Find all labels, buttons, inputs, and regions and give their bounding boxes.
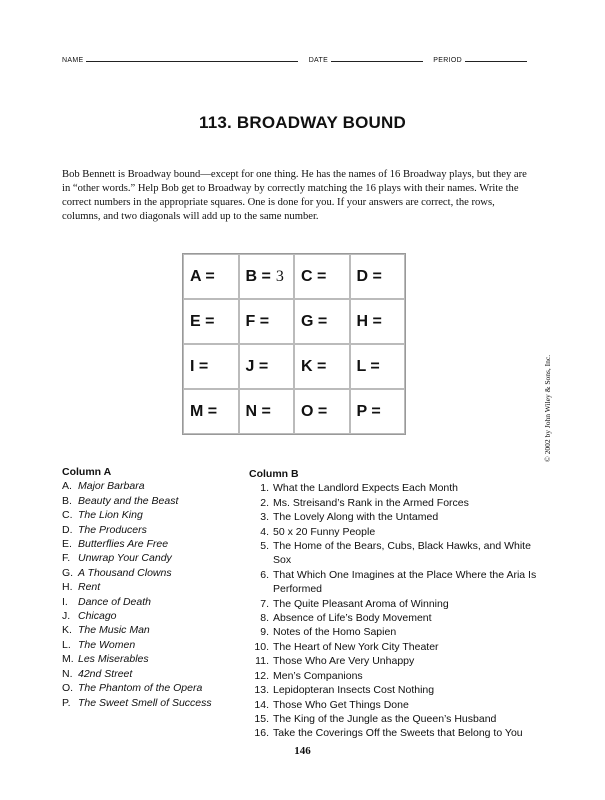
column-b-item — [249, 539, 539, 568]
grid-cell-label: B = — [245, 267, 271, 285]
item-number: 2. — [260, 496, 269, 509]
copyright-notice: © 2002 by John Wiley & Sons, Inc. — [543, 354, 552, 462]
grid-cell-label: N = — [245, 402, 271, 420]
clue-text: The Lovely Along with the Untamed — [273, 511, 439, 524]
column-a-heading: Column A — [62, 466, 112, 478]
column-a-item — [62, 595, 242, 609]
date-label: DATE — [308, 57, 329, 64]
item-number: 12. — [254, 669, 269, 682]
column-a-item — [62, 537, 242, 551]
item-letter: D. — [62, 523, 73, 536]
grid-cell[interactable] — [239, 389, 295, 434]
column-a-item — [62, 667, 242, 681]
play-title: The Phantom of the Opera — [78, 682, 203, 695]
grid-cell-label: C = — [301, 267, 327, 285]
column-b-item — [249, 510, 539, 524]
column-b-item — [249, 597, 539, 611]
instructions-paragraph: Bob Bennett is Broadway bound—except for one thing. He has the names of 16 Broadway plays, but they are in “other words.” Help Bob get to Broadway by correctly matching the 16 plays with their names. Write the correct numbers in the appropriate squares. One is done for you. If your answers are correct, the rows, columns, and two diagonals will add up to the same number. — [62, 169, 527, 222]
item-letter: P. — [62, 696, 71, 709]
page-number: 146 — [294, 745, 311, 757]
item-number: 15. — [254, 712, 269, 725]
item-number: 4. — [260, 525, 269, 538]
column-a-item — [62, 580, 242, 594]
item-number: 5. — [260, 540, 269, 553]
grid-cell[interactable] — [350, 254, 406, 299]
column-b-item — [249, 481, 539, 495]
column-a-item — [62, 494, 242, 508]
column-b-item — [249, 625, 539, 639]
grid-cell[interactable] — [239, 344, 295, 389]
clue-text: The Heart of New York City Theater — [273, 640, 439, 653]
grid-cell[interactable] — [183, 254, 239, 299]
grid-cell[interactable] — [294, 344, 350, 389]
column-b-item — [249, 496, 539, 510]
play-title: The Producers — [78, 523, 147, 536]
play-title: The Music Man — [78, 624, 150, 637]
item-number: 13. — [254, 684, 269, 697]
clue-text: Notes of the Homo Sapien — [273, 626, 397, 639]
grid-cell[interactable] — [294, 389, 350, 434]
grid-cell-label: J = — [245, 357, 269, 375]
column-a-item — [62, 681, 242, 695]
item-number: 1. — [260, 482, 269, 495]
item-letter: M. — [62, 653, 74, 666]
grid-cell[interactable] — [294, 254, 350, 299]
column-b-item — [249, 568, 539, 597]
column-a-item — [62, 551, 242, 565]
grid-cell-label: K = — [301, 357, 327, 375]
column-b-item — [249, 698, 539, 712]
item-letter: G. — [62, 566, 74, 579]
column-b-list — [249, 481, 539, 740]
item-letter: O. — [62, 682, 74, 695]
grid-cell[interactable] — [239, 254, 295, 299]
item-letter: B. — [62, 494, 72, 507]
column-a-item — [62, 696, 242, 710]
item-number: 7. — [260, 597, 269, 610]
clue-text: Those Who Are Very Unhappy — [273, 655, 415, 668]
item-letter: L. — [62, 638, 71, 651]
grid-cell-label: P = — [356, 402, 381, 420]
column-b-heading: Column B — [249, 468, 299, 480]
item-letter: N. — [62, 667, 73, 680]
item-letter: H. — [62, 581, 73, 594]
grid-cell[interactable] — [350, 299, 406, 344]
clue-text: Ms. Streisand’s Rank in the Armed Forces — [273, 496, 469, 509]
grid-cell[interactable] — [183, 344, 239, 389]
period-field[interactable] — [465, 55, 527, 62]
clue-text: Those Who Get Things Done — [273, 698, 409, 711]
grid-cell-label: D = — [356, 267, 382, 285]
name-field[interactable] — [86, 55, 298, 62]
clue-text: The Home of the Bears, Cubs, Black Hawks, and White Sox — [273, 540, 531, 567]
grid-cell-label: I = — [190, 357, 209, 375]
grid-cell[interactable] — [183, 299, 239, 344]
grid-cell[interactable] — [294, 299, 350, 344]
grid-cell-label: L = — [356, 357, 380, 375]
play-title: 42nd Street — [78, 667, 133, 680]
clue-text: Take the Coverings Off the Sweets that Belong to You — [273, 727, 523, 740]
column-a-item — [62, 609, 242, 623]
column-b-item — [249, 669, 539, 683]
name-label: NAME — [62, 57, 84, 64]
column-b-item — [249, 525, 539, 539]
column-a-item — [62, 523, 242, 537]
column-b-item — [249, 654, 539, 668]
column-b-item — [249, 611, 539, 625]
item-letter: A. — [62, 480, 72, 493]
play-title: The Women — [78, 638, 136, 651]
grid-cell-label: E = — [190, 312, 215, 330]
grid-cell-label: A = — [190, 267, 215, 285]
item-letter: K. — [62, 624, 72, 637]
play-title: Unwrap Your Candy — [78, 552, 172, 565]
item-letter: J. — [62, 610, 71, 623]
item-number: 8. — [260, 612, 269, 625]
item-letter: I. — [62, 595, 68, 608]
item-letter: C. — [62, 509, 73, 522]
grid-cell-label: G = — [301, 312, 328, 330]
date-field[interactable] — [331, 55, 423, 62]
play-title: The Sweet Smell of Success — [78, 696, 212, 709]
play-title: Dance of Death — [78, 595, 151, 608]
play-title: A Thousand Clowns — [78, 566, 172, 579]
clue-text: The Quite Pleasant Aroma of Winning — [273, 597, 449, 610]
item-number: 16. — [254, 727, 269, 740]
column-b-item — [249, 726, 539, 740]
column-b-item — [249, 640, 539, 654]
play-title: Chicago — [78, 610, 117, 623]
grid-cell[interactable] — [183, 389, 239, 434]
clue-text: 50 x 20 Funny People — [273, 525, 376, 538]
item-number: 6. — [260, 568, 269, 581]
column-a-item — [62, 638, 242, 652]
item-letter: E. — [62, 538, 72, 551]
clue-text: That Which One Imagines at the Place Where the Aria Is Performed — [273, 568, 537, 596]
page-title: 113. BROADWAY BOUND — [199, 113, 406, 132]
grid-cell-label: M = — [190, 402, 218, 420]
item-number: 10. — [254, 640, 269, 653]
magic-square-grid — [182, 253, 406, 435]
clue-text: What the Landlord Expects Each Month — [273, 482, 459, 495]
student-info-header — [62, 55, 532, 64]
item-number: 11. — [255, 655, 269, 668]
column-a-list — [62, 479, 242, 710]
grid-cell-label: O = — [301, 402, 328, 420]
item-number: 9. — [260, 626, 269, 639]
clue-text: Men’s Companions — [273, 669, 363, 682]
column-a-item — [62, 566, 242, 580]
grid-cell[interactable] — [239, 299, 295, 344]
period-label: PERIOD — [433, 57, 462, 64]
play-title: Les Miserables — [78, 653, 149, 666]
play-title: Butterflies Are Free — [78, 538, 169, 551]
item-number: 14. — [254, 698, 269, 711]
grid-cell[interactable] — [350, 389, 406, 434]
play-title: The Lion King — [78, 509, 143, 522]
column-a-item — [62, 652, 242, 666]
column-a-item — [62, 623, 242, 637]
column-a-item — [62, 508, 242, 522]
clue-text: Absence of Life’s Body Movement — [273, 612, 432, 625]
column-a-item — [62, 479, 242, 493]
item-number: 3. — [260, 511, 269, 524]
column-a — [62, 465, 242, 710]
play-title: Beauty and the Beast — [78, 494, 179, 507]
play-title: Rent — [78, 581, 101, 594]
column-b-item — [249, 712, 539, 726]
column-b — [249, 467, 539, 741]
item-letter: F. — [62, 552, 71, 565]
grid-cell[interactable] — [350, 344, 406, 389]
clue-text: Lepidopteran Insects Cost Nothing — [273, 684, 435, 697]
clue-text: The King of the Jungle as the Queen’s Husband — [273, 712, 497, 725]
play-title: Major Barbara — [78, 480, 145, 493]
column-b-item — [249, 683, 539, 697]
grid-cell-label: H = — [356, 312, 382, 330]
grid-cell-label: F = — [245, 312, 270, 330]
grid-cell-answer[interactable]: 3 — [275, 267, 284, 285]
